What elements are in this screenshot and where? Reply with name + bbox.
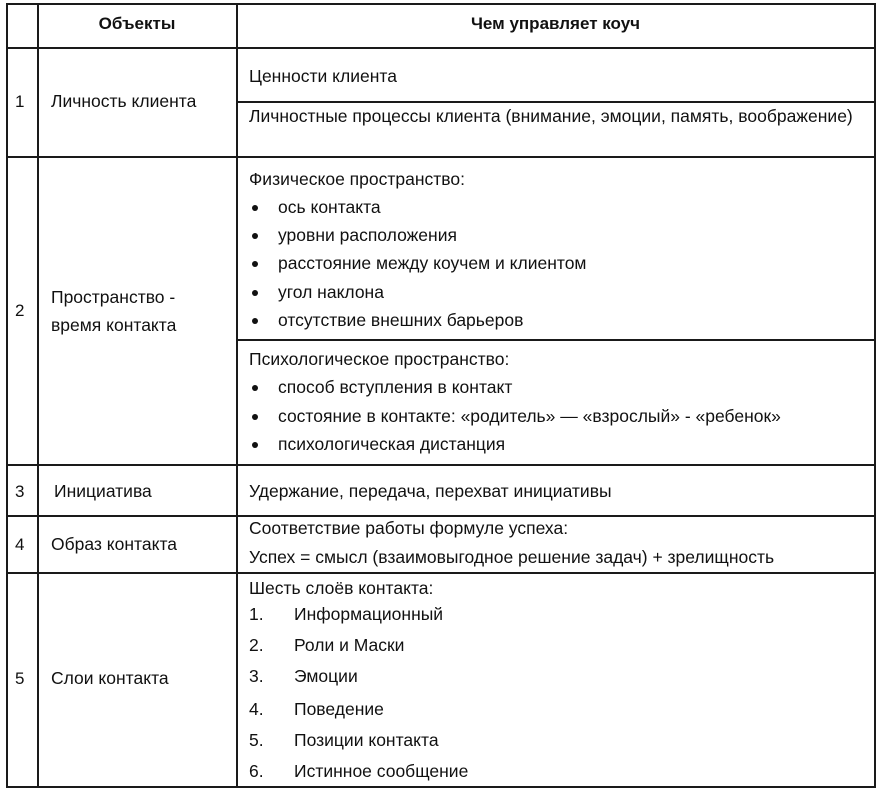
row-number: 3 [15,482,25,501]
row-2-inner-divider [236,339,876,341]
table-border-bottom [6,786,876,788]
object-cell: Образ контакта [51,534,177,554]
list-item: Поведение [294,699,384,719]
object-cell: Инициатива [54,481,152,501]
bullet-icon [252,442,258,448]
cell-line: Соответствие работы формуле успеха: [249,518,569,538]
list-number: 2. [249,635,264,655]
cell-title: Физическое пространство: [249,169,465,189]
list-number: 5. [249,730,264,750]
column-divider-num [37,3,39,787]
table-border-right [874,3,876,787]
object-cell-line: время контакта [51,315,177,335]
bullet-item: способ вступления в контакт [278,377,513,397]
bullet-item: психологическая дистанция [278,434,506,454]
row-divider [6,464,876,466]
row-1-inner-divider [236,101,876,103]
bullet-icon [252,233,258,239]
list-number: 4. [249,699,264,719]
bullet-icon [252,290,258,296]
object-cell: Слои контакта [51,668,169,688]
row-divider [6,156,876,158]
row-number: 4 [15,535,25,554]
bullet-item: угол наклона [278,282,384,302]
bullet-item: отсутствие внешних барьеров [278,310,524,330]
cell-text: Личностные процессы клиента (внимание, эмоции, память, воображение) [249,106,853,126]
bullet-item: уровни расположения [278,225,457,245]
object-cell-line: Пространство - [51,287,176,307]
table-header-divider [6,47,876,49]
cell-text: Ценности клиента [249,66,397,86]
bullet-item: состояние в контакте: «родитель» — «взрослый» - «ребенок» [278,406,781,426]
row-number: 2 [15,301,25,320]
object-cell: Личность клиента [51,91,197,111]
table-border-top [6,3,876,5]
bullet-icon [252,318,258,324]
table-border-left [6,3,8,787]
row-number: 1 [15,92,25,111]
row-number: 5 [15,669,25,688]
row-divider [6,572,876,574]
bullet-icon [252,205,258,211]
list-item: Роли и Маски [294,635,405,655]
header-objects: Объекты [98,14,176,33]
list-number: 6. [249,761,264,781]
list-item: Эмоции [294,666,358,686]
header-manages: Чем управляет коуч [470,14,641,33]
list-number: 3. [249,666,264,686]
list-item: Позиции контакта [294,730,439,750]
cell-title: Шесть слоёв контакта: [249,578,434,598]
bullet-item: ось контакта [278,197,381,217]
cell-title: Психологическое пространство: [249,349,510,369]
bullet-icon [252,385,258,391]
cell-line: Успех = смысл (взаимовыгодное решение задач) + зрелищность [249,547,775,567]
list-item: Информационный [294,604,444,624]
bullet-icon [252,261,258,267]
cell-text: Удержание, передача, перехват инициативы [249,481,612,501]
list-item: Истинное сообщение [294,761,469,781]
column-divider-object [236,3,238,787]
list-number: 1. [249,604,264,624]
bullet-item: расстояние между коучем и клиентом [278,253,587,273]
bullet-icon [252,414,258,420]
